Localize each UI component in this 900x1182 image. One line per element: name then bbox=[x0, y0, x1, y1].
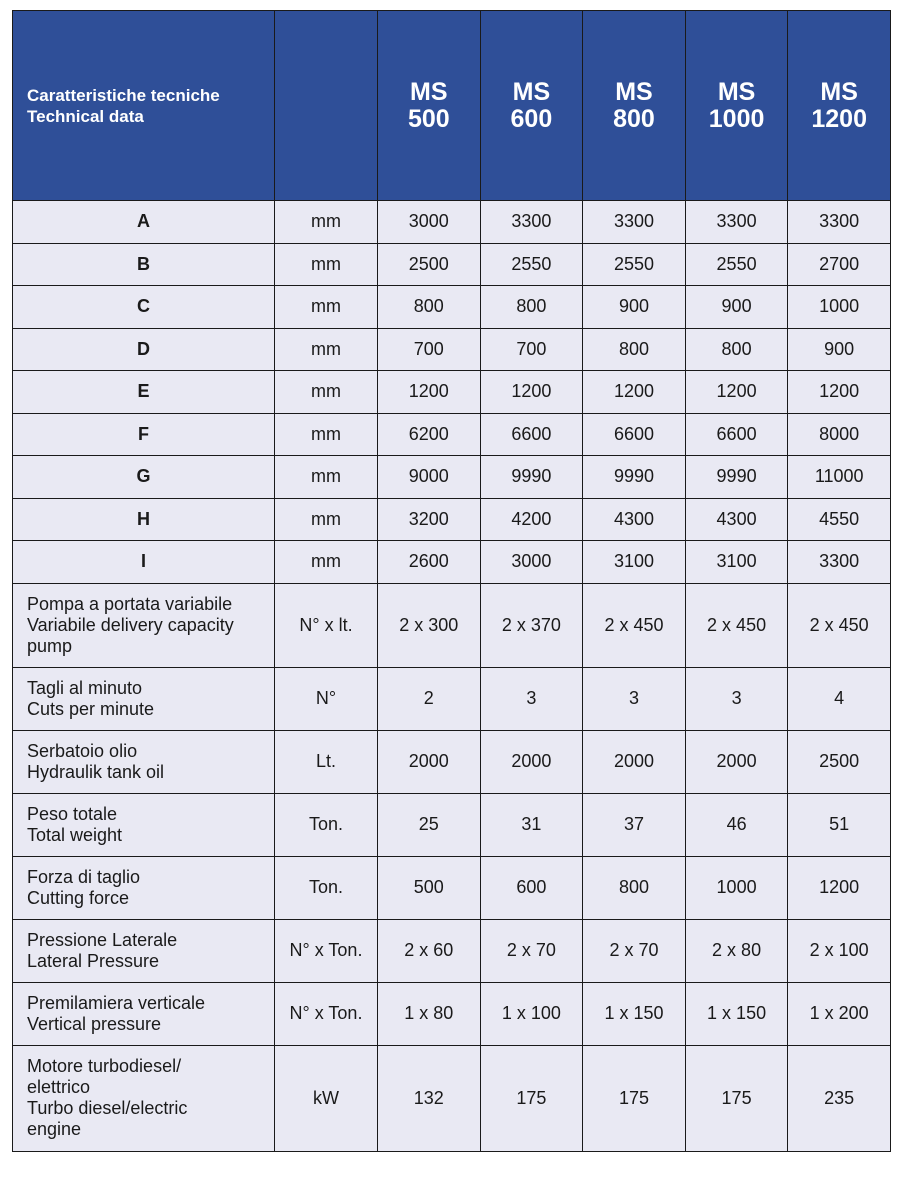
value-cell: 175 bbox=[583, 1045, 686, 1151]
table-row bbox=[13, 243, 891, 286]
value-cell: 3100 bbox=[583, 541, 686, 584]
value-cell: 3200 bbox=[378, 498, 481, 541]
table-row bbox=[13, 371, 891, 414]
value-cell: 46 bbox=[685, 793, 788, 856]
model-number: 500 bbox=[407, 104, 450, 133]
value-cell: 132 bbox=[378, 1045, 481, 1151]
model-prefix: MS bbox=[615, 77, 653, 106]
dimension-label: F bbox=[13, 413, 275, 456]
value-cell: 6600 bbox=[583, 413, 686, 456]
value-cell: 1200 bbox=[685, 371, 788, 414]
spec-label-line: Total weight bbox=[27, 824, 123, 845]
dimension-label: G bbox=[13, 456, 275, 499]
value-cell: 3 bbox=[480, 667, 583, 730]
model-prefix: MS bbox=[410, 77, 448, 106]
value-cell: 1200 bbox=[788, 371, 891, 414]
dimension-label: A bbox=[13, 201, 275, 244]
value-cell: 3300 bbox=[480, 201, 583, 244]
header-model-ms1000 bbox=[685, 11, 788, 201]
table-body bbox=[13, 201, 891, 1152]
spec-label-line: Pressione Laterale bbox=[27, 929, 178, 950]
value-cell: 2550 bbox=[685, 243, 788, 286]
unit-cell: N° x Ton. bbox=[275, 919, 378, 982]
value-cell: 2 x 80 bbox=[685, 919, 788, 982]
header-unit-cell bbox=[275, 11, 378, 201]
table-header bbox=[13, 11, 891, 201]
value-cell: 6200 bbox=[378, 413, 481, 456]
value-cell: 4300 bbox=[685, 498, 788, 541]
value-cell: 3 bbox=[685, 667, 788, 730]
value-cell: 1 x 100 bbox=[480, 982, 583, 1045]
spec-label-line: pump bbox=[27, 635, 73, 656]
value-cell: 1200 bbox=[378, 371, 481, 414]
spec-label bbox=[13, 583, 275, 667]
unit-cell: mm bbox=[275, 243, 378, 286]
spec-label-line: Vertical pressure bbox=[27, 1013, 162, 1034]
unit-cell: N° x lt. bbox=[275, 583, 378, 667]
spec-label-line: Serbatoio olio bbox=[27, 740, 138, 761]
value-cell: 235 bbox=[788, 1045, 891, 1151]
header-row bbox=[13, 11, 891, 201]
value-cell: 2 x 370 bbox=[480, 583, 583, 667]
spec-label-line: Cuts per minute bbox=[27, 698, 155, 719]
value-cell: 2000 bbox=[685, 730, 788, 793]
dimension-label: D bbox=[13, 328, 275, 371]
table-row bbox=[13, 793, 891, 856]
dimension-label: C bbox=[13, 286, 275, 329]
value-cell: 1 x 150 bbox=[685, 982, 788, 1045]
model-number: 1200 bbox=[811, 104, 867, 133]
value-cell: 9990 bbox=[685, 456, 788, 499]
header-label-english: Technical data bbox=[27, 106, 144, 126]
table-row bbox=[13, 328, 891, 371]
value-cell: 9990 bbox=[480, 456, 583, 499]
value-cell: 175 bbox=[480, 1045, 583, 1151]
value-cell: 700 bbox=[480, 328, 583, 371]
value-cell: 2 x 100 bbox=[788, 919, 891, 982]
value-cell: 800 bbox=[685, 328, 788, 371]
spec-label-line: Turbo diesel/electric bbox=[27, 1098, 188, 1118]
value-cell: 1200 bbox=[788, 856, 891, 919]
header-model-ms1200 bbox=[788, 11, 891, 201]
value-cell: 2000 bbox=[378, 730, 481, 793]
value-cell: 175 bbox=[685, 1045, 788, 1151]
unit-cell: N° x Ton. bbox=[275, 982, 378, 1045]
dimension-label: B bbox=[13, 243, 275, 286]
spec-label bbox=[13, 919, 275, 982]
value-cell: 900 bbox=[788, 328, 891, 371]
value-cell: 2 x 60 bbox=[378, 919, 481, 982]
spec-label bbox=[13, 793, 275, 856]
spec-label-line: Forza di taglio bbox=[27, 866, 141, 887]
value-cell: 3300 bbox=[788, 541, 891, 584]
value-cell: 4550 bbox=[788, 498, 891, 541]
model-number: 600 bbox=[510, 104, 553, 133]
value-cell: 2 x 450 bbox=[685, 583, 788, 667]
unit-cell: Lt. bbox=[275, 730, 378, 793]
table-row bbox=[13, 856, 891, 919]
unit-cell: mm bbox=[275, 413, 378, 456]
value-cell: 2500 bbox=[378, 243, 481, 286]
value-cell: 800 bbox=[480, 286, 583, 329]
spec-label-line: Peso totale bbox=[27, 803, 118, 824]
value-cell: 6600 bbox=[480, 413, 583, 456]
header-model-ms600 bbox=[480, 11, 583, 201]
value-cell: 2000 bbox=[583, 730, 686, 793]
value-cell: 4 bbox=[788, 667, 891, 730]
model-prefix: MS bbox=[512, 77, 551, 106]
value-cell: 4300 bbox=[583, 498, 686, 541]
unit-cell: mm bbox=[275, 456, 378, 499]
table-row bbox=[13, 730, 891, 793]
value-cell: 3000 bbox=[480, 541, 583, 584]
unit-cell: mm bbox=[275, 371, 378, 414]
header-label-italian: Caratteristiche tecniche bbox=[27, 85, 220, 105]
value-cell: 500 bbox=[378, 856, 481, 919]
value-cell: 8000 bbox=[788, 413, 891, 456]
value-cell: 3300 bbox=[685, 201, 788, 244]
value-cell: 3300 bbox=[788, 201, 891, 244]
value-cell: 2 x 450 bbox=[583, 583, 686, 667]
value-cell: 900 bbox=[583, 286, 686, 329]
value-cell: 4200 bbox=[480, 498, 583, 541]
value-cell: 2 bbox=[378, 667, 481, 730]
spec-label-line: Cutting force bbox=[27, 887, 130, 908]
value-cell: 2700 bbox=[788, 243, 891, 286]
unit-cell: Ton. bbox=[275, 793, 378, 856]
spec-label bbox=[13, 667, 275, 730]
dimension-label: H bbox=[13, 498, 275, 541]
unit-cell: N° bbox=[275, 667, 378, 730]
value-cell: 3300 bbox=[583, 201, 686, 244]
spec-label-line: Pompa a portata variabile bbox=[27, 593, 233, 614]
table-row bbox=[13, 541, 891, 584]
table-row bbox=[13, 667, 891, 730]
value-cell: 31 bbox=[480, 793, 583, 856]
header-model-ms500 bbox=[378, 11, 481, 201]
value-cell: 1200 bbox=[480, 371, 583, 414]
unit-cell: mm bbox=[275, 286, 378, 329]
value-cell: 2550 bbox=[480, 243, 583, 286]
value-cell: 11000 bbox=[788, 456, 891, 499]
table-row bbox=[13, 413, 891, 456]
value-cell: 2 x 300 bbox=[378, 583, 481, 667]
value-cell: 800 bbox=[378, 286, 481, 329]
value-cell: 9000 bbox=[378, 456, 481, 499]
unit-cell: mm bbox=[275, 498, 378, 541]
unit-cell: mm bbox=[275, 541, 378, 584]
value-cell: 25 bbox=[378, 793, 481, 856]
unit-cell: kW bbox=[275, 1045, 378, 1151]
value-cell: 6600 bbox=[685, 413, 788, 456]
value-cell: 1000 bbox=[685, 856, 788, 919]
spec-label bbox=[13, 730, 275, 793]
dimension-label: E bbox=[13, 371, 275, 414]
unit-cell: Ton. bbox=[275, 856, 378, 919]
table-row bbox=[13, 583, 891, 667]
value-cell: 700 bbox=[378, 328, 481, 371]
table-row bbox=[13, 1045, 891, 1151]
header-label-cell bbox=[13, 11, 275, 201]
spec-label-line: Premilamiera verticale bbox=[27, 992, 206, 1013]
value-cell: 2 x 450 bbox=[788, 583, 891, 667]
value-cell: 900 bbox=[685, 286, 788, 329]
value-cell: 9990 bbox=[583, 456, 686, 499]
table-row bbox=[13, 919, 891, 982]
value-cell: 2550 bbox=[583, 243, 686, 286]
spec-label bbox=[13, 982, 275, 1045]
value-cell: 800 bbox=[583, 328, 686, 371]
value-cell: 1 x 80 bbox=[378, 982, 481, 1045]
unit-cell: mm bbox=[275, 201, 378, 244]
table-row bbox=[13, 498, 891, 541]
spec-label-line: Motore turbodiesel/ bbox=[27, 1056, 182, 1076]
value-cell: 2 x 70 bbox=[583, 919, 686, 982]
spec-label-line: Variabile delivery capacity bbox=[27, 614, 234, 635]
value-cell: 51 bbox=[788, 793, 891, 856]
value-cell: 3100 bbox=[685, 541, 788, 584]
spec-label-line: Tagli al minuto bbox=[27, 677, 143, 698]
technical-data-table bbox=[12, 10, 891, 1152]
unit-cell: mm bbox=[275, 328, 378, 371]
technical-data-sheet bbox=[12, 10, 890, 1164]
spec-label-line: Lateral Pressure bbox=[27, 950, 160, 971]
value-cell: 3 bbox=[583, 667, 686, 730]
value-cell: 37 bbox=[583, 793, 686, 856]
value-cell: 800 bbox=[583, 856, 686, 919]
spec-label bbox=[13, 856, 275, 919]
model-prefix: MS bbox=[820, 77, 858, 106]
value-cell: 2 x 70 bbox=[480, 919, 583, 982]
model-number: 800 bbox=[613, 104, 655, 133]
table-row bbox=[13, 456, 891, 499]
spec-label-line: elettrico bbox=[27, 1077, 91, 1097]
value-cell: 2600 bbox=[378, 541, 481, 584]
spec-label-line: Hydraulik tank oil bbox=[27, 761, 165, 782]
table-row bbox=[13, 286, 891, 329]
value-cell: 600 bbox=[480, 856, 583, 919]
header-model-ms800 bbox=[583, 11, 686, 201]
value-cell: 1 x 150 bbox=[583, 982, 686, 1045]
model-prefix: MS bbox=[717, 77, 756, 106]
model-number: 1000 bbox=[708, 104, 765, 133]
dimension-label: I bbox=[13, 541, 275, 584]
value-cell: 2500 bbox=[788, 730, 891, 793]
value-cell: 1200 bbox=[583, 371, 686, 414]
table-row bbox=[13, 201, 891, 244]
value-cell: 1000 bbox=[788, 286, 891, 329]
spec-label bbox=[13, 1045, 275, 1151]
value-cell: 2000 bbox=[480, 730, 583, 793]
table-row bbox=[13, 982, 891, 1045]
spec-label-line: engine bbox=[27, 1119, 82, 1139]
value-cell: 3000 bbox=[378, 201, 481, 244]
value-cell: 1 x 200 bbox=[788, 982, 891, 1045]
